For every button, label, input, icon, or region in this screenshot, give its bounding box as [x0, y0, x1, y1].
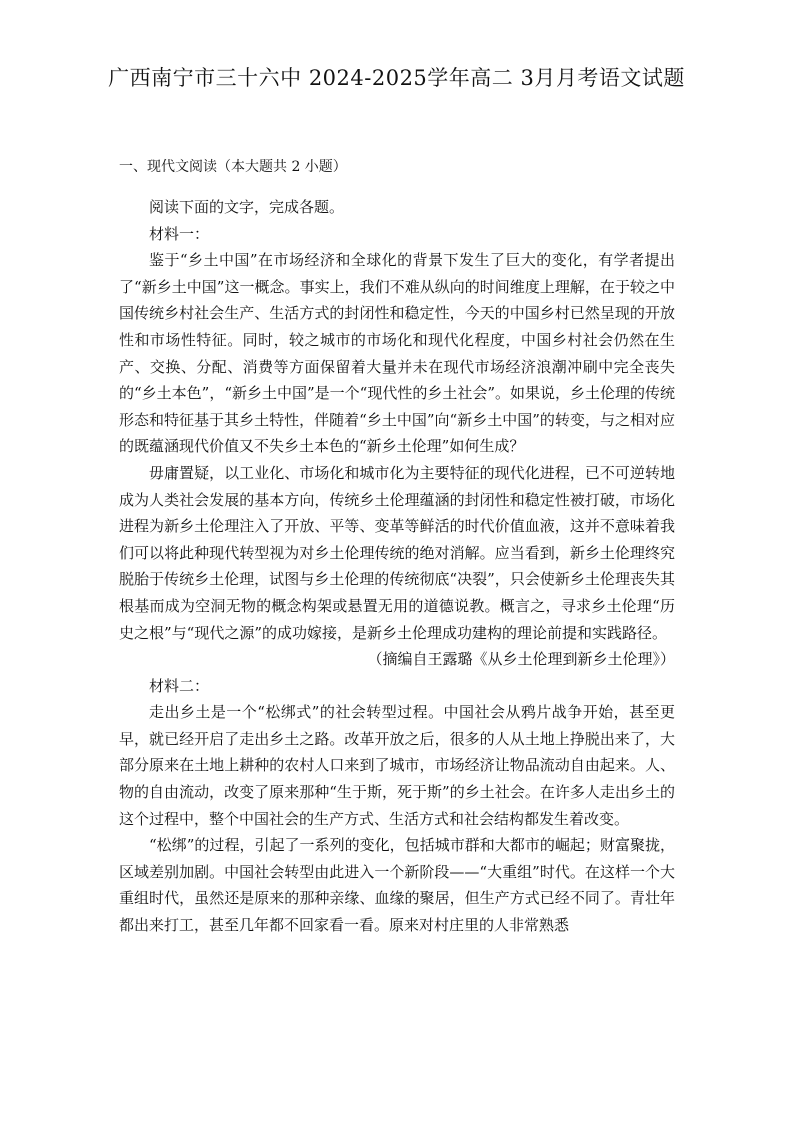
material2-label: 材料二： [149, 676, 210, 695]
material2-paragraph: “松绑”的过程，引起了一系列的变化，包括城市群和大都市的崛起；财富聚拢，区域差别加剧。中国社会转型由此进入一个新阶段——“大重组”时代。在这样一个大重组时代，虽然还是原来的那种亲缘、血缘的聚居，但生产方式已经不同了。青壮年都出来打工，甚至几年都不回家看一看。原来对村庄里的人非常熟悉 [119, 836, 675, 935]
material1-label: 材料一： [149, 224, 210, 243]
reading-passage [119, 194, 675, 939]
document-title: 广西南宁市三十六中 2024-2025学年高二 3月月考语文试题 [108, 66, 685, 90]
material1-source: （摘编自王露璐《从乡土伦理到新乡土伦理》） [367, 650, 675, 669]
material1-paragraph: 毋庸置疑，以工业化、市场化和城市化为主要特征的现代化进程，已不可逆转地成为人类社会发展的基本方向，传统乡土伦理蕴涵的封闭性和稳定性被打破，市场化进程为新乡土伦理注入了开放、平等、变革等鲜活的时代价值血液，这并不意味着我们可以将此种现代转型视为对乡土伦理传统的绝对消解。应当看到，新乡土伦理终究脱胎于传统乡土伦理，试图与乡土伦理的传统彻底“决裂”，只会使新乡土伦理丧失其根基而成为空洞无物的概念构架或悬置无用的道德说教。概言之，寻求乡土伦理“历史之根”与“现代之源”的成功嫁接，是新乡土伦理成功建构的理论前提和实践路径。 [119, 463, 675, 642]
instruction-text: 阅读下面的文字，完成各题。 [149, 198, 345, 216]
material2-paragraph: 走出乡土是一个“松绑式”的社会转型过程。中国社会从鸦片战争开始，甚至更早，就已经开启了走出乡土之路。改革开放之后，很多的人从土地上挣脱出来了，大部分原来在土地上耕种的农村人口来到了城市，市场经济让物品流动自由起来。人、物的自由流动，改变了原来那种“生于斯，死于斯”的乡土社会。在许多人走出乡土的这个过程中，整个中国社会的生产方式、生活方式和社会结构都发生着改变。 [119, 703, 675, 828]
material1-paragraph: 鉴于“乡土中国”在市场经济和全球化的背景下发生了巨大的变化，有学者提出了“新乡土中国”这一概念。事实上，我们不难从纵向的时间维度上理解，在于较之中国传统乡村社会生产、生活方式的封闭性和稳定性，今天的中国乡村已然呈现的开放性和市场性特征。同时，较之城市的市场化和现代化程度，中国乡村社会仍然在生产、交换、分配、消费等方面保留着大量并未在现代市场经济浪潮冲刷中完全丧失的“乡土本色”，“新乡土中国”是一个“现代性的乡土社会”。如果说，乡土伦理的传统形态和特征基于其乡土特性，伴随着“乡土中国”向“新乡土中国”的转变，与之相对应的既蕴涵现代价值又不失乡土本色的“新乡土伦理”如何生成？ [119, 251, 676, 456]
section-heading: 一、现代文阅读（本大题共 2 小题） [119, 159, 347, 175]
